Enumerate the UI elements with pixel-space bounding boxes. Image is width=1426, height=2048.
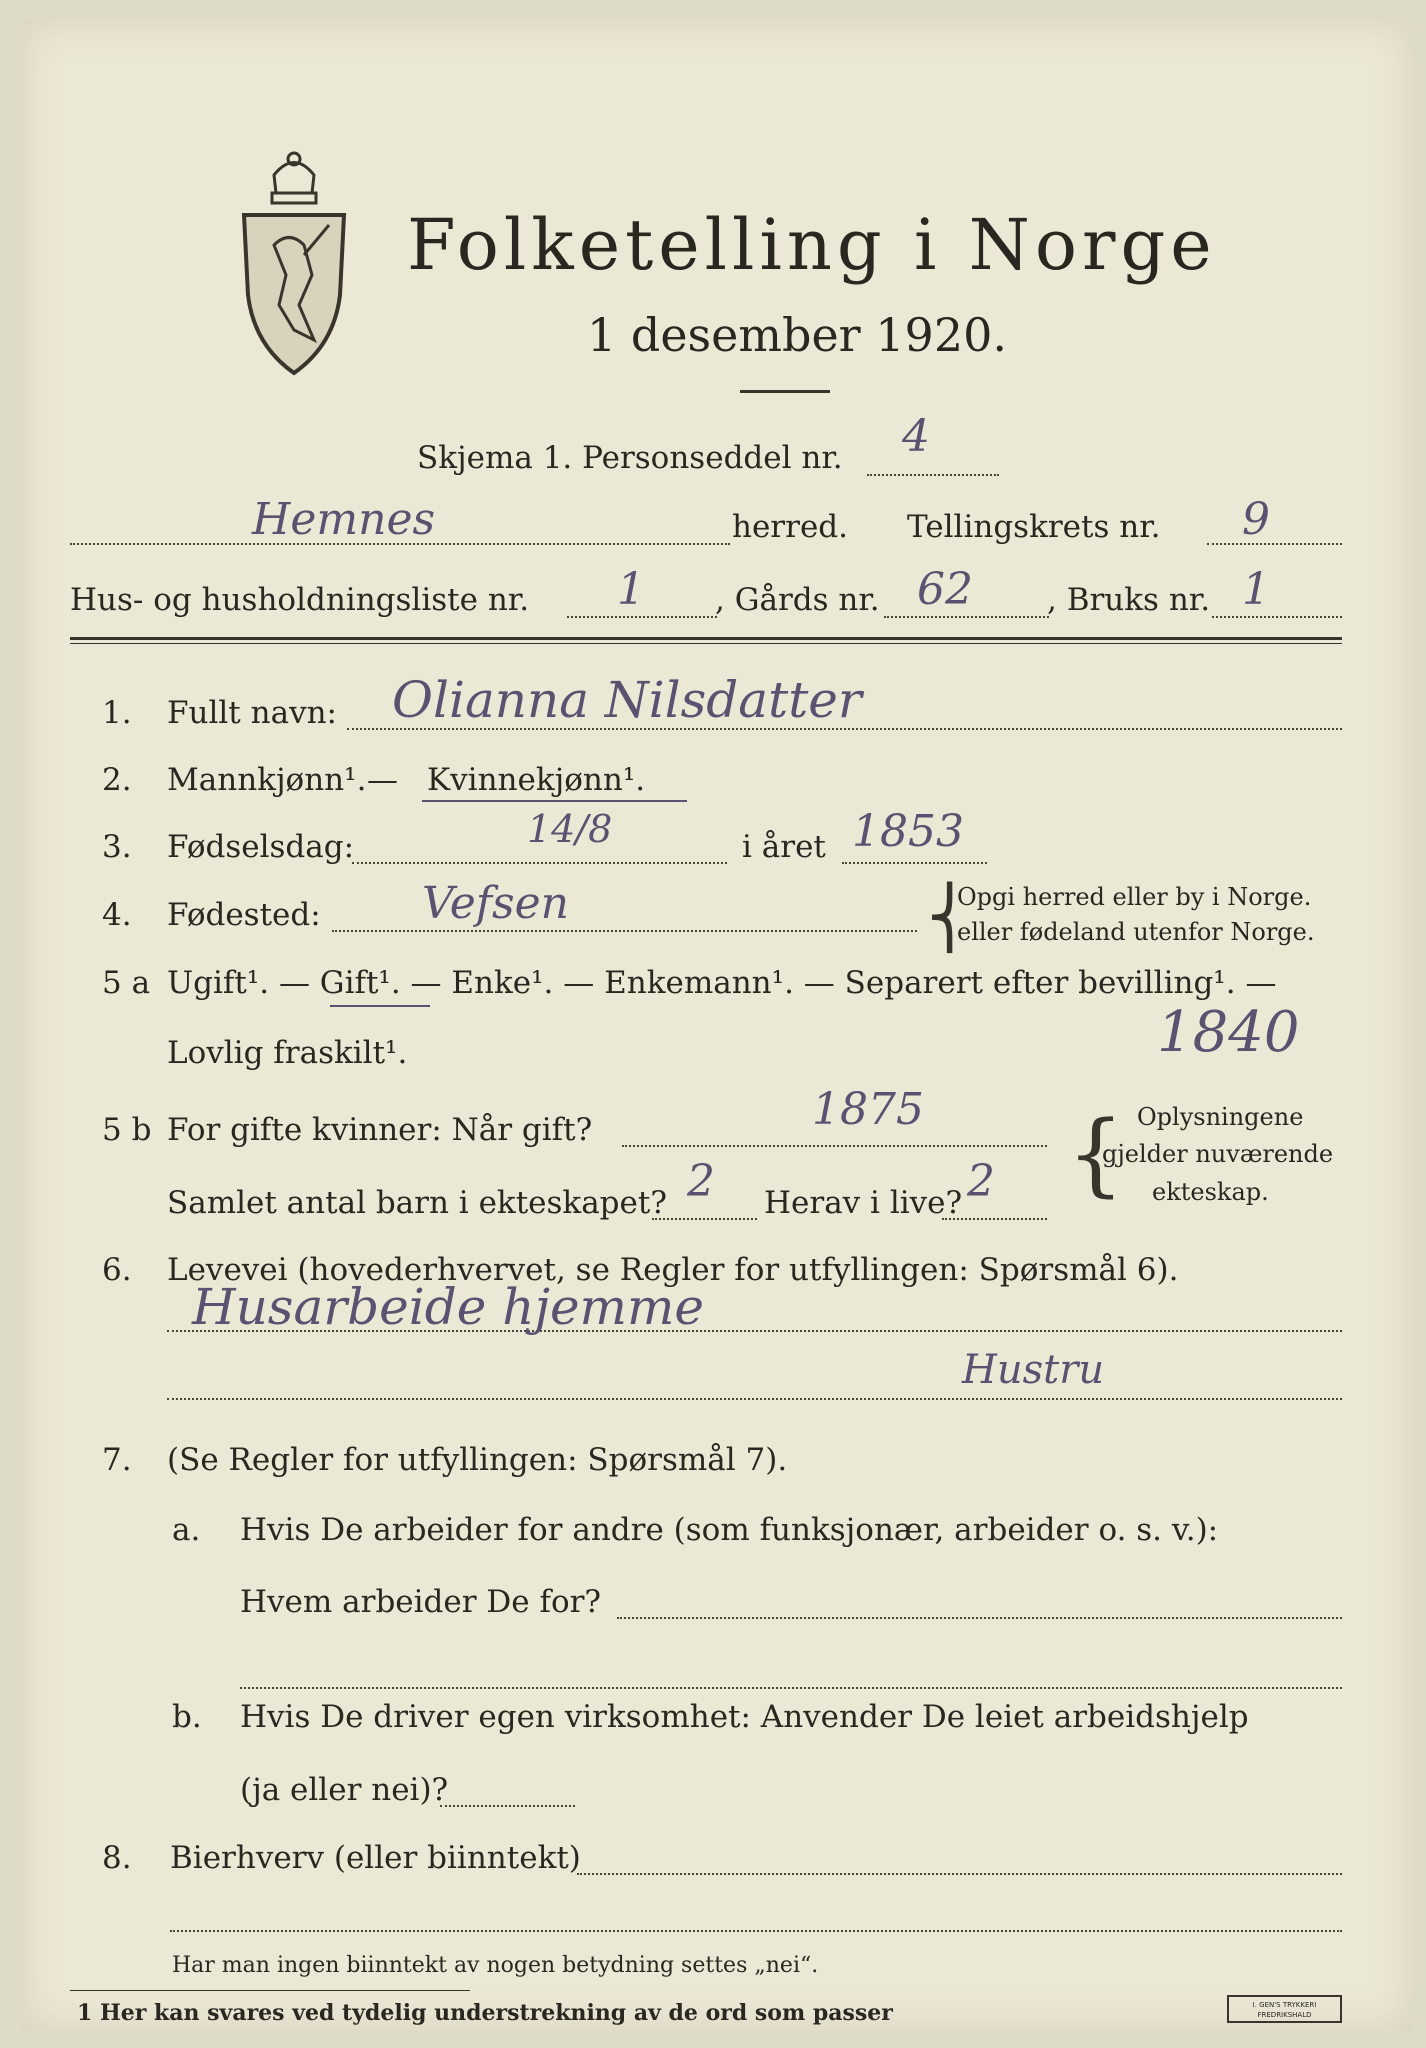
q7b-text: Hvis De driver egen virksomhet: Anvender De leiet arbeidshjelp	[240, 1699, 1249, 1735]
q4-number: 4.	[102, 897, 132, 933]
gard-line	[884, 616, 1049, 618]
employer-line-2[interactable]	[240, 1687, 1342, 1689]
q5b-note-1: Oplysningene	[1137, 1103, 1304, 1131]
children-value[interactable]: 2	[687, 1156, 715, 1207]
children-label: Samlet antal barn i ekteskapet?	[167, 1185, 667, 1221]
q5b-number: 5 b	[102, 1112, 152, 1148]
marriage-year-value[interactable]: 1875	[812, 1084, 924, 1135]
alive-line	[942, 1218, 1047, 1220]
q5b-note-3: ekteskap.	[1152, 1178, 1269, 1206]
gard-value[interactable]: 62	[917, 564, 973, 615]
occupation-value[interactable]: Husarbeide hjemme	[192, 1278, 704, 1336]
tellingskrets-value[interactable]: 9	[1242, 494, 1270, 545]
q7-label: (Se Regler for utfyllingen: Spørsmål 7).	[167, 1442, 788, 1478]
occupation-line-2	[167, 1398, 1342, 1400]
coat-of-arms-icon	[234, 145, 354, 385]
when-married-line	[622, 1145, 1047, 1147]
birthdate-value[interactable]: 14/8	[527, 807, 613, 851]
census-form	[22, 20, 1412, 2030]
year-label: i året	[742, 829, 826, 865]
household-value[interactable]: 1	[617, 564, 645, 615]
q1-number: 1.	[102, 695, 132, 731]
q7a-question: Hvem arbeider De for?	[240, 1584, 602, 1620]
header-rule	[70, 637, 1342, 640]
title-divider	[740, 390, 830, 393]
q8-number: 8.	[102, 1840, 132, 1876]
divorced-option[interactable]: Lovlig fraskilt¹.	[167, 1035, 408, 1071]
female-underline	[422, 800, 687, 802]
q3-number: 3.	[102, 829, 132, 865]
printer-mark-line-1: I. GEN'S TRYKKERI	[1252, 2001, 1317, 2009]
household-label: Hus- og husholdningsliste nr.	[70, 582, 530, 618]
form-title: Folketelling i Norge	[407, 204, 1217, 286]
employer-line[interactable]	[617, 1617, 1342, 1619]
q3-label: Fødselsdag:	[167, 829, 355, 865]
full-name-value[interactable]: Olianna Nilsdatter	[392, 671, 862, 729]
schema-label: Skjema 1. Personseddel nr.	[417, 440, 843, 476]
occupation-label: Levevei (hovederhvervet, se Regler for utfyllingen: Spørsmål 6).	[167, 1252, 1179, 1288]
male-option[interactable]: Mannkjønn¹.	[167, 762, 367, 798]
side-income-line[interactable]	[577, 1873, 1342, 1875]
schema-line	[867, 474, 999, 476]
birth-year-value[interactable]: 1853	[852, 806, 964, 857]
q7a-letter: a.	[172, 1512, 201, 1548]
q2-number: 2.	[102, 762, 132, 798]
header-rule-thin	[70, 643, 1342, 644]
q3-line	[352, 862, 727, 864]
herred-value[interactable]: Hemnes	[252, 494, 436, 545]
alive-label: Herav i live?	[764, 1185, 963, 1221]
q5b-note-2: gjelder nuværende	[1102, 1140, 1334, 1168]
hired-help-line[interactable]	[440, 1805, 575, 1807]
household-line	[567, 616, 717, 618]
alive-value[interactable]: 2	[967, 1156, 995, 1207]
bruk-line	[1212, 616, 1342, 618]
when-married-label: For gifte kvinner: Når gift?	[167, 1112, 593, 1148]
printer-mark-line-2: FREDRIKSHALD	[1257, 2011, 1312, 2019]
q4-label: Fødested:	[167, 897, 321, 933]
q6-number: 6.	[102, 1252, 132, 1288]
q7a-text: Hvis De arbeider for andre (som funksjonær, arbeider o. s. v.):	[240, 1512, 1219, 1548]
q4-line	[332, 930, 917, 932]
side-income-note: Har man ingen biinntekt av nogen betydning settes „nei“.	[172, 1953, 819, 1978]
gift-underline	[330, 1005, 430, 1007]
q7b-question: (ja eller nei)?	[240, 1772, 449, 1808]
occupation-annotation: Hustru	[962, 1347, 1105, 1393]
marital-annotation: 1840	[1157, 1000, 1300, 1065]
side-income-line-2[interactable]	[170, 1930, 1342, 1932]
herred-label: herred.	[732, 509, 848, 545]
children-line	[652, 1218, 757, 1220]
gender-separator: —	[367, 762, 398, 798]
q7-number: 7.	[102, 1442, 132, 1478]
q5b-brace: {	[1067, 1102, 1125, 1207]
birthplace-value[interactable]: Vefsen	[422, 878, 570, 929]
q7b-letter: b.	[172, 1699, 202, 1735]
side-income-label: Bierhverv (eller biinntekt)	[170, 1840, 581, 1876]
census-date: 1 desember 1920.	[587, 308, 1007, 362]
q5a-number: 5 a	[102, 965, 151, 1001]
female-option[interactable]: Kvinnekjønn¹.	[427, 762, 646, 798]
marital-options[interactable]: Ugift¹. — Gift¹. — Enke¹. — Enkemann¹. — Separert efter bevilling¹. —	[167, 965, 1277, 1001]
printer-mark	[1227, 1995, 1342, 2023]
q4-brace: ⎨	[927, 883, 972, 953]
bruk-value[interactable]: 1	[1242, 564, 1270, 615]
q4-note-1: Opgi herred eller by i Norge.	[957, 883, 1312, 911]
footnote: 1 Her kan svares ved tydelig understrekning av de ord som passer	[77, 2000, 893, 2026]
tellingskrets-line	[1207, 543, 1342, 545]
bruk-label: , Bruks nr.	[1047, 582, 1211, 618]
tellingskrets-label: Tellingskrets nr.	[907, 509, 1161, 545]
personseddel-number[interactable]: 4	[902, 411, 930, 462]
gard-label: , Gårds nr.	[715, 582, 880, 618]
q1-label: Fullt navn:	[167, 695, 337, 731]
footer-rule	[70, 1990, 470, 1991]
q4-note-2: eller fødeland utenfor Norge.	[957, 918, 1315, 946]
year-line	[842, 862, 987, 864]
